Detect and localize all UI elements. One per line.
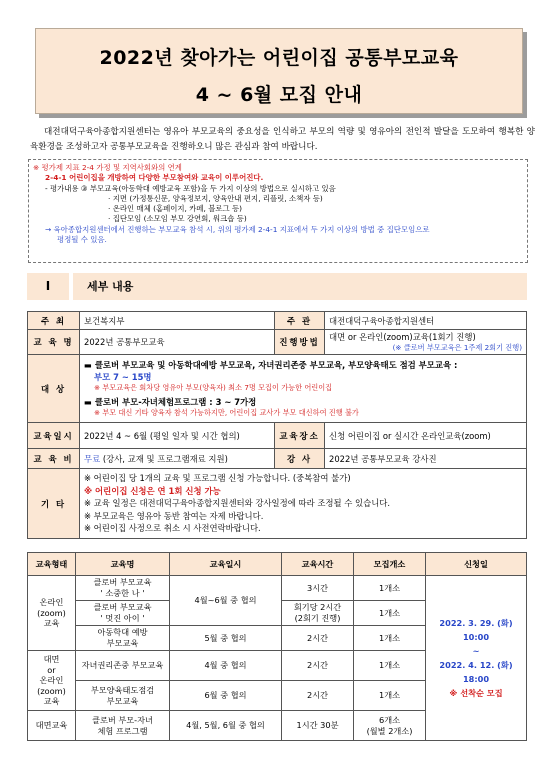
edu-time: 3시간 <box>282 576 354 601</box>
intro-paragraph: 대전대덕구육아종합지원센터는 영유아 부모교육의 중요성을 인식하고 부모의 역량 및 영유아의 전인적 발달을 도모하여 행복한 양육환경을 조성하고자 공통부모교육을 진행하오니 많은 관심과 참여 바랍니다. <box>30 127 535 152</box>
type-text: or <box>47 665 56 675</box>
edu-date: 4월~6월 중 협의 <box>170 576 282 626</box>
etc-line: ※ 어린이집 신청은 연 1회 신청 가능 <box>84 485 221 496</box>
edu-name-text: 클로버 부모교육 <box>93 577 152 587</box>
fee-free: 무료 <box>84 453 101 464</box>
type-text: 교육 <box>43 618 60 628</box>
apply-period <box>426 576 527 741</box>
title-line1: 2022년 찾아가는 어린이집 공통부모교육 <box>99 47 459 69</box>
target-line: 부모 7 ~ 15명 <box>94 372 152 382</box>
edu-name-text: 부모교육 <box>106 638 139 648</box>
notice-line: · 집단모임 (소모임 부모 강연회, 워크숍 등) <box>108 214 247 224</box>
etc-line: ※ 교육 일정은 대전대덕구육아종합지원센터와 강사일정에 따라 조정될 수 있습니다. <box>84 498 391 509</box>
target-cell <box>80 355 527 423</box>
etc-line: ※ 어린이집 당 1개의 교육 및 프로그램 신청 가능합니다. (중복참여 불가) <box>84 473 351 484</box>
apply-text: 18:00 <box>462 674 490 684</box>
apply-text: 2022. 4. 12. (화) <box>439 660 513 670</box>
edu-name-text: 아동학대 예방 <box>97 627 148 637</box>
edu-name-text: 부모양육태도점검 <box>90 684 155 695</box>
notice-line: 2-4-1 어린이집을 개방하여 다양한 부모참여와 교육이 이루어진다. <box>45 173 264 183</box>
edu-time: 2시간 <box>282 651 354 681</box>
notice-line: - 평가내용 ③ 부모교육(아동학대 예방교육 포함)을 두 가지 이상의 방법으로 실시하고 있음 <box>45 183 336 193</box>
title-line2: 4 ~ 6월 모집 안내 <box>195 84 363 106</box>
detail-table <box>27 311 527 539</box>
edu-name <box>76 626 170 651</box>
method-value: 대면 or 온라인(zoom)교육(1회기 진행) <box>329 332 476 342</box>
type-text: 대면 <box>43 654 60 664</box>
section-header <box>27 273 527 300</box>
edu-name <box>76 711 170 741</box>
type-text: 온라인 <box>39 597 64 607</box>
edu-time <box>282 601 354 626</box>
host-value: 보건복지부 <box>80 312 275 330</box>
edu-count: 1개소 <box>354 601 426 626</box>
method-cell <box>325 330 527 355</box>
organizer-label: 주 관 <box>275 312 325 330</box>
edu-time-text: 회기당 2시간 <box>293 602 342 612</box>
section-title: 세부 내용 <box>73 273 527 300</box>
fee-label: 교 육 비 <box>28 449 80 469</box>
type-mixed <box>28 651 76 711</box>
etc-label: 기 타 <box>28 469 80 539</box>
method-note: (※ 클로버 부모교육은 1주제 2회기 진행) <box>392 343 522 352</box>
edu-name-text: 체험 프로그램 <box>97 725 148 736</box>
apply-text: 2022. 3. 29. (화) <box>439 618 513 628</box>
fee-rest: (강사, 교재 및 프로그램재료 지원) <box>102 453 228 464</box>
method-label: 진행방법 <box>275 330 325 355</box>
type-text: (zoom) <box>37 686 66 696</box>
apply-text: 10:00 <box>462 632 490 642</box>
edu-name-label: 교 육 명 <box>28 330 80 355</box>
type-online <box>28 576 76 651</box>
edu-count: 1개소 <box>354 576 426 601</box>
edu-name-text: 클로버 부모교육 <box>93 602 152 612</box>
lecturer-label: 강 사 <box>275 449 325 469</box>
col-header: 신청일 <box>426 553 527 576</box>
date-label: 교육일시 <box>28 423 80 449</box>
notice-line: → 육아종합지원센터에서 진행하는 부모교육 참석 시, 위의 평가제 2-4-1 지표에서 두 가지 이상의 방법 중 집단모임으로 <box>45 224 430 234</box>
edu-count-text: 6개소 <box>378 714 401 725</box>
target-line: ▬ 클로버 부모교육 및 아동학대예방 부모교육, 자녀권리존중 부모교육, 부모양육태도 점검 부모교육 : <box>84 360 458 370</box>
edu-date: 4월, 5월, 6월 중 협의 <box>170 711 282 741</box>
edu-date: 4월 중 협의 <box>170 651 282 681</box>
section-number: Ⅰ <box>27 273 69 300</box>
col-header: 모집개소 <box>354 553 426 576</box>
edu-count: 1개소 <box>354 626 426 651</box>
notice-line: ※ 평가제 지표 2-4 가정 및 지역사회와의 연계 <box>33 163 182 172</box>
apply-text: ※ 선착순 모집 <box>449 688 503 698</box>
organizer-value: 대전대덕구육아종합지원센터 <box>325 312 527 330</box>
schedule-table <box>27 552 527 741</box>
target-line: ※ 부모 대신 기타 양육자 참석 가능하지만, 어린이집 교사가 부모 대신하여 진행 불가 <box>94 408 359 417</box>
notice-box <box>28 159 528 263</box>
col-header: 교육형태 <box>28 553 76 576</box>
edu-name <box>76 681 170 711</box>
notice-line: · 지면 (가정통신문, 양육정보지, 양육안내 편지, 리플릿, 소책자 등) <box>108 193 323 203</box>
edu-count: 1개소 <box>354 681 426 711</box>
col-header: 교육시간 <box>282 553 354 576</box>
col-header: 교육명 <box>76 553 170 576</box>
edu-name-text: 클로버 부모-자녀 <box>92 714 153 725</box>
target-label: 대 상 <box>28 355 80 423</box>
col-header: 교육일시 <box>170 553 282 576</box>
host-label: 주 최 <box>28 312 80 330</box>
edu-name: 자녀권리존중 부모교육 <box>76 651 170 681</box>
edu-date: 6월 중 협의 <box>170 681 282 711</box>
edu-name-text: 부모교육 <box>106 695 139 706</box>
edu-name-text: ' 멋진 아이 ' <box>100 613 145 623</box>
etc-cell <box>80 469 527 539</box>
place-label: 교육장소 <box>275 423 325 449</box>
date-value: 2022년 4 ~ 6월 (평일 일자 및 시간 협의) <box>80 423 275 449</box>
edu-time-text: (2회기 진행) <box>294 613 341 623</box>
place-value: 신청 어린이집 or 실시간 온라인교육(zoom) <box>325 423 527 449</box>
edu-name <box>76 576 170 601</box>
edu-count <box>354 711 426 741</box>
edu-count: 1개소 <box>354 651 426 681</box>
etc-line: ※ 부모교육은 영유아 동반 참여는 자제 바랍니다. <box>84 510 264 521</box>
notice-line: 평정될 수 있음. <box>57 235 107 245</box>
type-text: 온라인 <box>39 675 64 685</box>
notice-line: · 온라인 매체 (홈페이지, 카페, 블로그 등) <box>108 204 243 214</box>
type-face: 대면교육 <box>28 711 76 741</box>
edu-time: 1시간 30분 <box>282 711 354 741</box>
edu-name-value: 2022년 공통부모교육 <box>80 330 275 355</box>
apply-text: ~ <box>472 646 480 656</box>
edu-name <box>76 601 170 626</box>
edu-time: 2시간 <box>282 626 354 651</box>
fee-cell <box>80 449 275 469</box>
target-line: ※ 부모교육은 회차당 영유아 부모(양육자) 최소 7명 모집이 가능한 어린이집 <box>94 383 333 392</box>
edu-date: 5월 중 협의 <box>170 626 282 651</box>
etc-line: ※ 어린이집 사정으로 취소 시 사전연락바랍니다. <box>84 523 261 534</box>
edu-name-text: ' 소중한 나 ' <box>100 588 145 598</box>
title-box <box>35 28 523 114</box>
edu-count-text: (월별 2개소) <box>366 725 413 736</box>
type-text: 교육 <box>43 696 60 706</box>
edu-time: 2시간 <box>282 681 354 711</box>
type-text: (zoom) <box>37 608 66 618</box>
lecturer-value: 2022년 공통부모교육 강사진 <box>325 449 527 469</box>
target-line: ▬ 클로버 부모-자녀체험프로그램 : 3 ~ 7가정 <box>84 397 257 407</box>
